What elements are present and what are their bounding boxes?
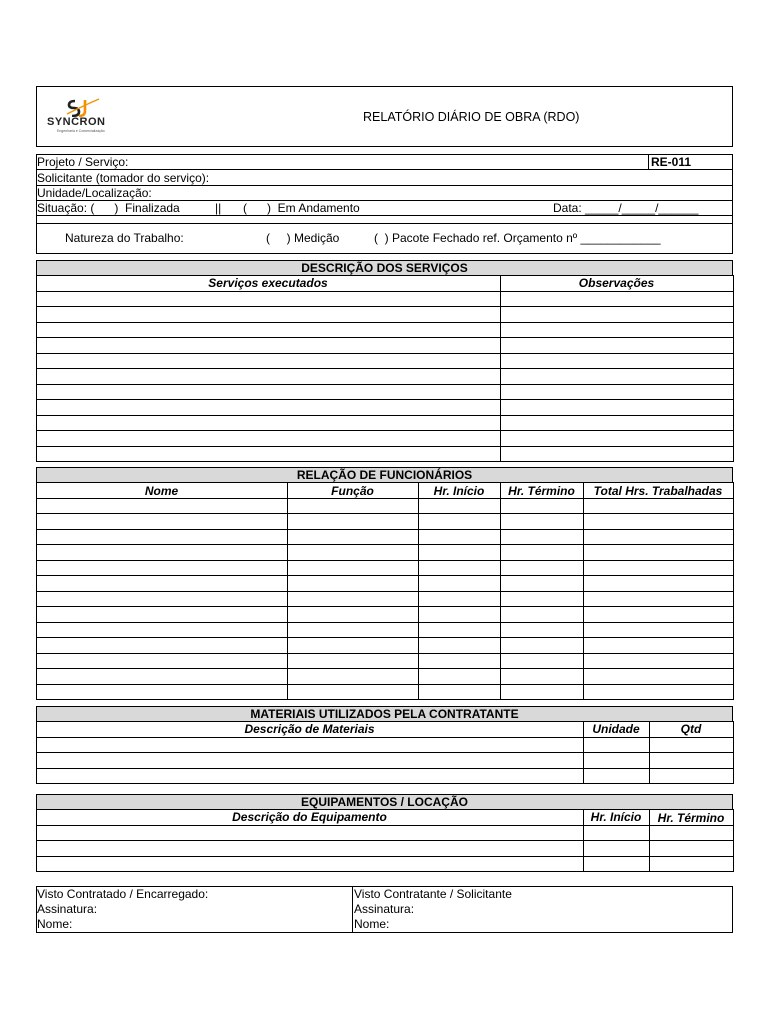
- table-row[interactable]: [37, 856, 734, 872]
- table-row[interactable]: [37, 607, 734, 623]
- logo-mark-icon: [45, 97, 125, 117]
- assinatura-contratante-field[interactable]: Assinatura:: [354, 902, 415, 916]
- equipamentos-header-row: [37, 810, 734, 826]
- assinatura-contratado-field[interactable]: Assinatura:: [37, 902, 98, 916]
- table-row[interactable]: [37, 841, 734, 857]
- table-row[interactable]: [37, 576, 734, 592]
- servicos-section-title: DESCRIÇÃO DOS SERVIÇOS: [36, 260, 733, 276]
- table-row[interactable]: [37, 560, 734, 576]
- funcionarios-table: [36, 482, 734, 700]
- table-row[interactable]: [37, 825, 734, 841]
- col-observacoes: Observações: [578, 276, 655, 290]
- natureza-label: Natureza do Trabalho:: [65, 231, 184, 245]
- table-row[interactable]: [37, 669, 734, 685]
- table-row[interactable]: [37, 514, 734, 530]
- table-row[interactable]: [37, 753, 734, 769]
- materiais-section-title: MATERIAIS UTILIZADOS PELA CONTRATANTE: [36, 706, 733, 722]
- table-row[interactable]: [37, 638, 734, 654]
- pacote-option[interactable]: ( ) Pacote Fechado ref. Orçamento nº ____________: [374, 231, 661, 245]
- situacao-separator: ||: [215, 201, 222, 215]
- document-code: RE-011: [651, 155, 692, 169]
- data-field[interactable]: Data: _____/_____/______: [553, 201, 699, 215]
- table-row[interactable]: [37, 322, 734, 338]
- situacao-andamento[interactable]: ( ) Em Andamento: [243, 201, 360, 215]
- table-row[interactable]: [37, 498, 734, 514]
- table-row[interactable]: [37, 446, 734, 462]
- table-row[interactable]: [37, 653, 734, 669]
- document-header: [36, 86, 733, 147]
- funcionarios-section-title: RELAÇÃO DE FUNCIONÁRIOS: [36, 467, 733, 483]
- table-row[interactable]: [37, 431, 734, 447]
- table-row[interactable]: [37, 768, 734, 784]
- table-row[interactable]: [37, 353, 734, 369]
- table-row[interactable]: [37, 591, 734, 607]
- table-row[interactable]: [37, 529, 734, 545]
- col-hr-termino: Hr. Término: [508, 484, 575, 498]
- situacao-finalizada[interactable]: Situação: ( ) Finalizada: [37, 201, 180, 215]
- col-unidade: Unidade: [592, 722, 640, 736]
- projeto-label: Projeto / Serviço:: [37, 155, 129, 169]
- funcionarios-header-row: [37, 483, 734, 499]
- company-logo: [45, 97, 125, 137]
- table-row[interactable]: [37, 369, 734, 385]
- table-row[interactable]: [37, 307, 734, 323]
- equipamentos-table: [36, 809, 734, 872]
- col-nome: Nome: [144, 484, 179, 498]
- table-row[interactable]: [37, 415, 734, 431]
- col-descricao-materiais: Descrição de Materiais: [244, 722, 375, 736]
- logo-name: SYNCRON: [47, 116, 106, 128]
- col-descricao-equipamento: Descrição do Equipamento: [232, 810, 387, 824]
- col-qtd: Qtd: [680, 722, 702, 736]
- logo-tagline: Engenharia e Comercialização: [57, 129, 105, 133]
- table-row[interactable]: [37, 384, 734, 400]
- materiais-table: [36, 721, 734, 784]
- materiais-header-row: [37, 722, 734, 738]
- servicos-header-row: [37, 276, 734, 292]
- table-row[interactable]: [37, 291, 734, 307]
- col-equip-hr-inicio: Hr. Início: [590, 810, 642, 824]
- col-servicos-executados: Serviços executados: [208, 276, 328, 290]
- col-total-horas: Total Hrs. Trabalhadas: [593, 484, 723, 498]
- visto-contratante-label: Visto Contratante / Solicitante: [354, 887, 512, 901]
- table-row[interactable]: [37, 545, 734, 561]
- col-funcao: Função: [331, 484, 374, 498]
- table-row[interactable]: [37, 622, 734, 638]
- table-row[interactable]: [37, 400, 734, 416]
- nome-contratado-field[interactable]: Nome:: [37, 917, 73, 931]
- equipamentos-section-title: EQUIPAMENTOS / LOCAÇÃO: [36, 794, 733, 810]
- nome-contratante-field[interactable]: Nome:: [354, 917, 390, 931]
- visto-contratado-label: Visto Contratado / Encarregado:: [37, 887, 209, 901]
- col-equip-hr-termino: Hr. Término: [657, 811, 725, 825]
- table-row[interactable]: [37, 338, 734, 354]
- table-row[interactable]: [37, 737, 734, 753]
- solicitante-label: Solicitante (tomador do serviço):: [37, 171, 210, 185]
- document-title: RELATÓRIO DIÁRIO DE OBRA (RDO): [363, 110, 580, 124]
- medicao-option[interactable]: ( ) Medição: [266, 231, 340, 245]
- table-row[interactable]: [37, 684, 734, 700]
- unidade-label: Unidade/Localização:: [37, 186, 152, 200]
- col-hr-inicio: Hr. Início: [433, 484, 485, 498]
- servicos-table: [36, 275, 734, 462]
